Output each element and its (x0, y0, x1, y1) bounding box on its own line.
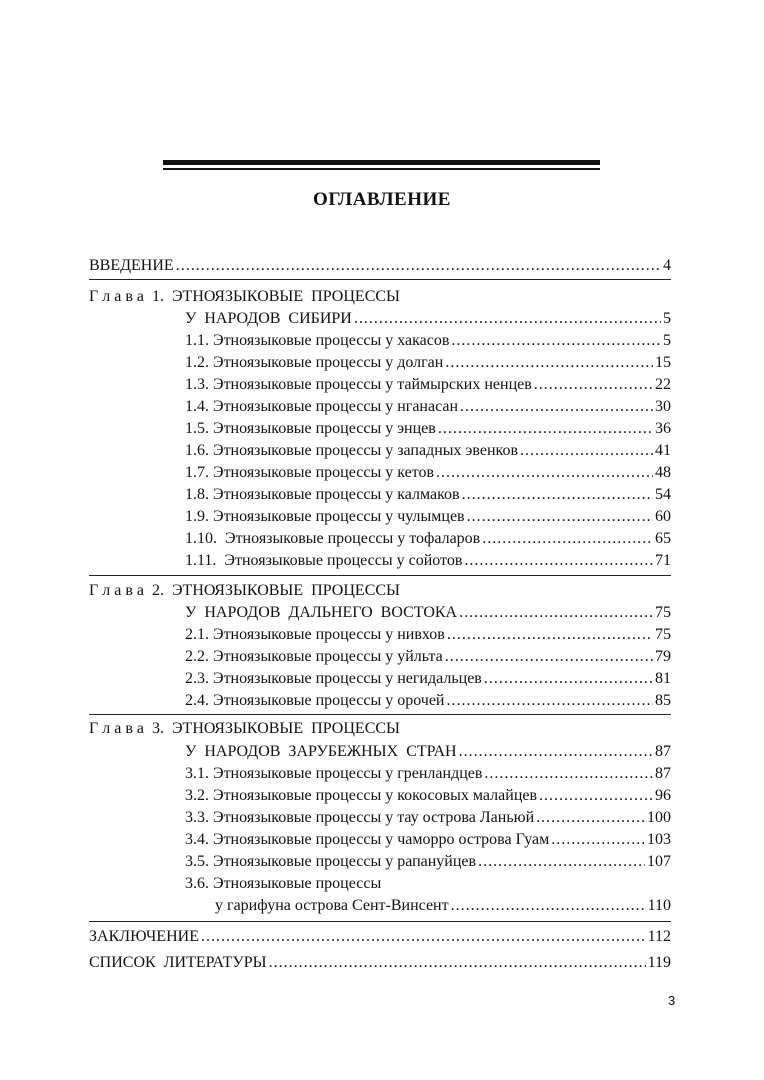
toc-entry-label: СПИСОК ЛИТЕРАТУРЫ (89, 954, 267, 971)
toc-section-2-3 (185, 669, 671, 689)
toc-section-3-6 (215, 896, 671, 916)
toc-leader (436, 463, 653, 483)
toc-entry-page: 75 (655, 604, 671, 621)
header-rule-thick (163, 160, 600, 165)
toc-entry-page: 103 (647, 831, 671, 848)
toc-entry-label: 3.1. Этноязыковые процессы у гренландцев (185, 765, 483, 782)
toc-entry-label: 1.8. Этноязыковые процессы у калмаков (185, 486, 460, 503)
chapter-2-heading: Г л а в а 2. ЭТНОЯЗЫКОВЫЕ ПРОЦЕССЫ (89, 582, 400, 599)
toc-section-1-10 (185, 529, 671, 549)
toc-leader (484, 669, 653, 689)
toc-entry-page: 71 (655, 552, 671, 569)
toc-entry-label: 2.3. Этноязыковые процессы у негидальцев (185, 670, 482, 687)
toc-entry-label: 1.7. Этноязыковые процессы у кетов (185, 464, 434, 481)
toc-entry-label: 3.5. Этноязыковые процессы у рапануйцев (185, 853, 477, 870)
toc-leader (451, 331, 661, 351)
toc-entry-page: 85 (655, 692, 671, 709)
toc-section-1-1 (185, 331, 671, 351)
toc-entry-label: 1.11. Этноязыковые процессы у сойотов (185, 552, 463, 569)
toc-entry-page: 112 (647, 928, 671, 945)
toc-leader (520, 441, 653, 461)
toc-entry-page: 36 (655, 420, 671, 437)
toc-leader (459, 742, 653, 762)
toc-section-3-2 (185, 786, 671, 806)
toc-section-3-1 (185, 764, 671, 784)
toc-section-3-3 (185, 808, 671, 828)
toc-entry-label: У НАРОДОВ ЗАРУБЕЖНЫХ СТРАН (185, 743, 457, 760)
toc-entry-page: 5 (663, 332, 671, 349)
toc-entry-label: 1.5. Этноязыковые процессы у энцев (185, 420, 436, 437)
toc-entry-page: 54 (655, 486, 671, 503)
chapter-3-heading: Г л а в а 3. ЭТНОЯЗЫКОВЫЕ ПРОЦЕССЫ (89, 720, 400, 737)
toc-entry-label: 1.10. Этноязыковые процессы у тофаларов (185, 530, 481, 547)
toc-section-1-4 (185, 397, 671, 417)
toc-entry-label: 1.1. Этноязыковые процессы у хакасов (185, 332, 450, 349)
toc-entry-page: 96 (655, 787, 671, 804)
toc-entry-label: 1.9. Этноязыковые процессы у чулымцев (185, 508, 465, 525)
toc-leader (460, 397, 653, 417)
toc-section-1-8 (185, 485, 671, 505)
toc-leader (438, 419, 653, 439)
toc-entry-label: у гарифуна острова Сент-Винсент (215, 897, 449, 914)
toc-section-1-11 (185, 551, 671, 571)
toc-section-1-3 (185, 375, 671, 395)
toc-entry-label: 2.1. Этноязыковые процессы у нивхов (185, 626, 445, 643)
toc-entry-page: 30 (655, 398, 671, 415)
toc-entry-page: 79 (655, 648, 671, 665)
toc-leader (451, 896, 646, 916)
toc-entry-page: 87 (655, 743, 671, 760)
toc-leader (467, 507, 653, 527)
toc-section-2-4 (185, 691, 671, 711)
toc-leader (447, 625, 653, 645)
toc-entry-label: 3.4. Этноязыковые процессы у чаморро острова Гуам (185, 831, 550, 848)
toc-entry-page: 107 (647, 853, 671, 870)
toc-leader (176, 256, 661, 276)
toc-entry-page: 4 (663, 257, 671, 274)
toc-entry-label: 3.3. Этноязыковые процессы у тау острова Ланьюй (185, 809, 535, 826)
toc-leader (464, 551, 653, 571)
toc-section-1-7 (185, 463, 671, 483)
toc-entry-label: 1.4. Этноязыковые процессы у нганасан (185, 398, 459, 415)
toc-leader (459, 603, 653, 623)
toc-leader (446, 691, 653, 711)
toc-section-1-6 (185, 441, 671, 461)
toc-entry-label: 2.2. Этноязыковые процессы у уйльта (185, 648, 443, 665)
page-number: 3 (668, 993, 676, 1008)
toc-entry-references (89, 953, 671, 973)
section-separator (89, 921, 671, 922)
toc-entry-label: 1.6. Этноязыковые процессы у западных эвенков (185, 442, 519, 459)
toc-leader (201, 927, 646, 947)
toc-leader (478, 852, 645, 872)
toc-section-1-5 (185, 419, 671, 439)
toc-section-3-5 (185, 852, 671, 872)
toc-entry-page: 15 (655, 354, 671, 371)
toc-leader (539, 786, 653, 806)
chapter-1-heading: Г л а в а 1. ЭТНОЯЗЫКОВЫЕ ПРОЦЕССЫ (89, 288, 400, 305)
toc-section-2-2 (185, 647, 671, 667)
toc-entry-page: 75 (655, 626, 671, 643)
toc-section-1-2 (185, 353, 671, 373)
toc-leader (536, 808, 645, 828)
toc-entry-page: 110 (647, 897, 671, 914)
toc-section-1-9 (185, 507, 671, 527)
toc-leader (482, 529, 653, 549)
toc-leader (445, 647, 653, 667)
toc-entry-page: 87 (655, 765, 671, 782)
section-separator (89, 575, 671, 576)
toc-entry-label: 2.4. Этноязыковые процессы у орочей (185, 692, 445, 709)
toc-entry-label: 1.3. Этноязыковые процессы у таймырских ненцев (185, 376, 532, 393)
chapter-1-subtitle-entry (185, 309, 671, 329)
section-separator (89, 714, 671, 715)
toc-entry-label: 1.2. Этноязыковые процессы у долган (185, 354, 444, 371)
header-rule-thin (163, 168, 600, 170)
toc-leader (445, 353, 653, 373)
toc-entry-page: 100 (647, 809, 671, 826)
toc-entry-intro (89, 256, 671, 276)
toc-section-3-6-line1: 3.6. Этноязыковые процессы (185, 875, 382, 892)
toc-section-2-1 (185, 625, 671, 645)
toc-entry-label: У НАРОДОВ СИБИРИ (185, 310, 352, 327)
toc-leader (484, 764, 653, 784)
toc-entry-page: 119 (647, 954, 671, 971)
toc-leader (551, 830, 645, 850)
chapter-2-subtitle-entry (185, 603, 671, 623)
toc-entry-page: 48 (655, 464, 671, 481)
toc-leader (269, 953, 646, 973)
toc-entry-label: ЗАКЛЮЧЕНИЕ (89, 928, 199, 945)
toc-entry-label: У НАРОДОВ ДАЛЬНЕГО ВОСТОКА (185, 604, 458, 621)
toc-entry-label: ВВЕДЕНИЕ (89, 257, 174, 274)
toc-entry-page: 81 (655, 670, 671, 687)
toc-leader (354, 309, 661, 329)
toc-entry-page: 22 (655, 376, 671, 393)
toc-leader (534, 375, 653, 395)
chapter-3-subtitle-entry (185, 742, 671, 762)
toc-leader (462, 485, 653, 505)
toc-entry-page: 65 (655, 530, 671, 547)
toc-entry-page: 41 (655, 442, 671, 459)
toc-entry-page: 5 (663, 310, 671, 327)
page-title: ОГЛАВЛЕНИЕ (313, 189, 451, 210)
toc-entry-label: 3.2. Этноязыковые процессы у кокосовых малайцев (185, 787, 538, 804)
section-separator (89, 279, 671, 280)
toc-entry-conclusion (89, 927, 671, 947)
toc-entry-page: 60 (655, 508, 671, 525)
toc-section-3-4 (185, 830, 671, 850)
